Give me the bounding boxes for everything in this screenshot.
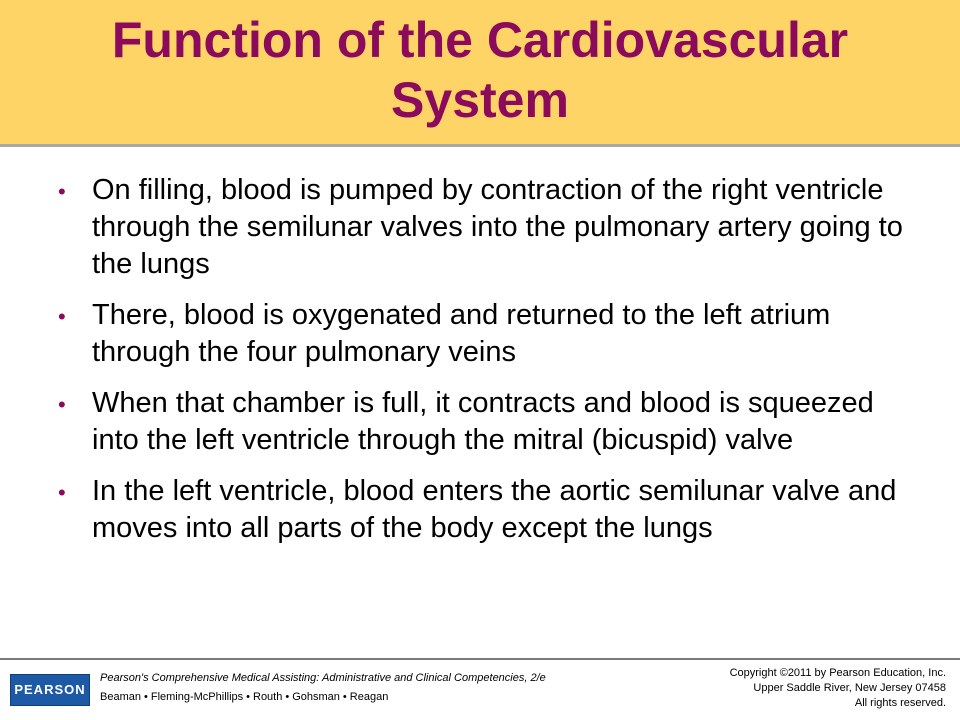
address-line: Upper Saddle River, New Jersey 07458	[753, 682, 946, 694]
copyright-block	[730, 666, 946, 711]
pearson-logo: PEARSON	[10, 674, 90, 706]
bullet-item	[56, 297, 916, 371]
author: Beaman	[100, 691, 141, 703]
book-title: Pearson's Comprehensive Medical Assisting: Administrative and Clinical Competencies,	[100, 672, 528, 684]
bullet-text: In the left ventricle, blood enters the aortic semilunar valve and moves into all parts of the body except the lungs	[92, 475, 897, 544]
bullet-dot-icon: •	[58, 304, 66, 329]
bullet-text: On filling, blood is pumped by contraction of the right ventricle through the semilunar valves into the pulmonary artery going to the lungs	[92, 174, 903, 280]
slide-title	[20, 10, 940, 130]
book-edition: 2/e	[530, 672, 546, 684]
bullet-text: When that chamber is full, it contracts and blood is squeezed into the left ventricle through the mitral (bicuspid) valve	[92, 387, 874, 456]
footer-citation	[100, 669, 546, 707]
bullet-item	[56, 473, 916, 547]
slide-header	[0, 0, 960, 144]
separator-dot-icon: •	[143, 691, 148, 703]
header-divider	[0, 144, 960, 147]
bullet-list	[56, 172, 916, 561]
separator-dot-icon: •	[246, 691, 250, 703]
bullet-item	[56, 385, 916, 459]
bullet-text: There, blood is oxygenated and returned to the left atrium through the four pulmonary veins	[92, 299, 831, 368]
slide-footer	[0, 658, 960, 720]
footer-divider	[0, 658, 960, 660]
bullet-item	[56, 172, 916, 283]
separator-dot-icon: •	[285, 691, 290, 703]
rights-line: All rights reserved.	[854, 697, 946, 709]
author: Gohsman	[292, 691, 340, 703]
author: Routh	[253, 691, 283, 703]
author: Reagan	[349, 691, 389, 703]
bullet-dot-icon: •	[58, 392, 66, 417]
title-line-2: System	[391, 72, 569, 128]
copyright-line: Copyright ©2011 by Pearson Education, Inc.	[729, 667, 946, 679]
bullet-dot-icon: •	[58, 480, 66, 505]
separator-dot-icon: •	[342, 691, 347, 703]
author-list	[100, 688, 546, 707]
title-line-1: Function of the Cardiovascular	[111, 12, 849, 68]
bullet-dot-icon: •	[58, 179, 66, 204]
author: Fleming-McPhillips	[150, 691, 244, 703]
